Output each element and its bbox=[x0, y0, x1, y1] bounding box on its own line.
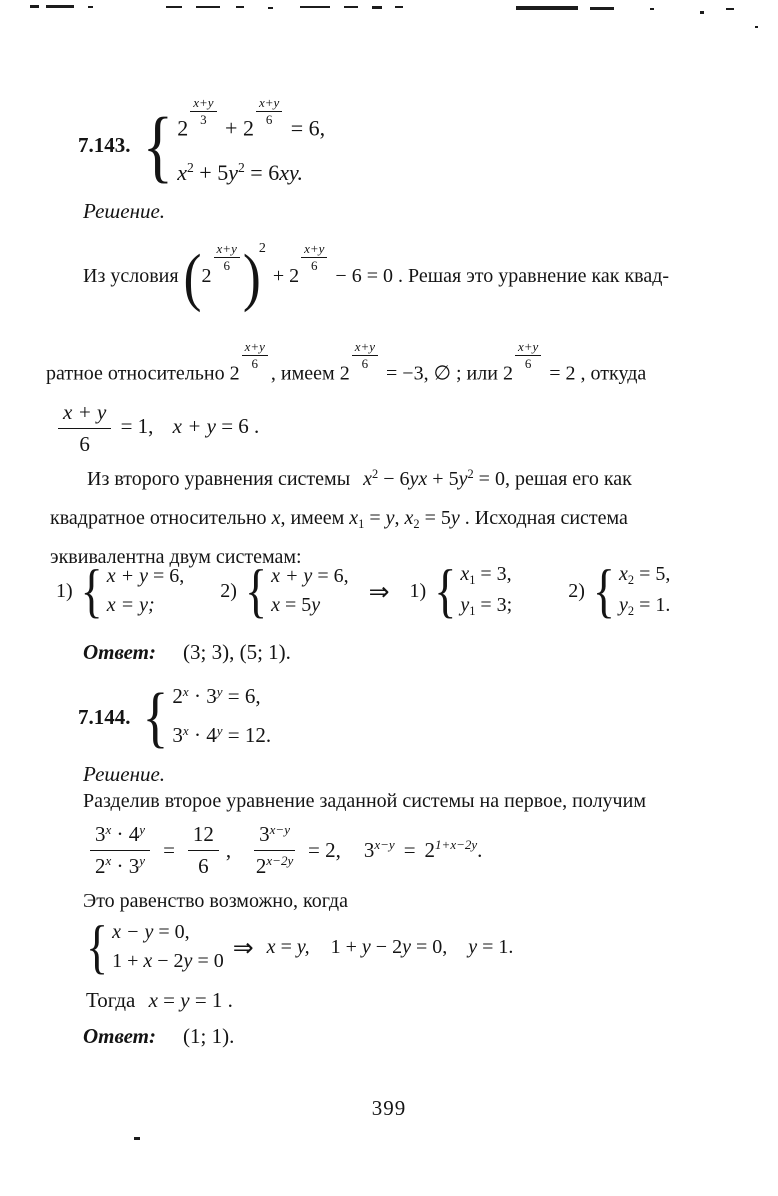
math-run: = 2, bbox=[308, 837, 341, 862]
equation bbox=[112, 947, 224, 976]
answer-label: Ответ: bbox=[83, 640, 156, 664]
exp-numerator: x+y bbox=[352, 340, 378, 356]
operator: + bbox=[225, 115, 238, 141]
power-expression bbox=[289, 234, 330, 318]
scan-artifact bbox=[166, 6, 182, 8]
variable-expression: x + y bbox=[172, 414, 216, 438]
variable: y bbox=[361, 935, 371, 958]
term: 1 + bbox=[330, 935, 357, 958]
subscript: 2 bbox=[627, 603, 635, 618]
exponent: x bbox=[182, 683, 189, 699]
equation-rhs: = 6, bbox=[290, 115, 326, 141]
scan-artifact bbox=[30, 5, 39, 8]
exp-denominator: 6 bbox=[251, 355, 259, 371]
exponent: x bbox=[105, 853, 112, 869]
fraction-denominator: 6 bbox=[198, 853, 209, 878]
math-base: 2 bbox=[502, 362, 513, 385]
power-expression bbox=[364, 838, 395, 863]
exponent: x bbox=[105, 822, 112, 838]
text-run: Тогда bbox=[86, 988, 136, 1012]
equation-rhs: = 1 bbox=[482, 935, 509, 958]
scan-artifact bbox=[300, 6, 330, 8]
exponent: x−y bbox=[374, 837, 395, 853]
variable: x bbox=[271, 594, 280, 616]
equation bbox=[271, 591, 349, 620]
solution-paragraph bbox=[50, 461, 632, 576]
math-base: 3 bbox=[172, 723, 183, 747]
system-number: 1) bbox=[56, 579, 73, 602]
scan-artifact bbox=[268, 7, 273, 9]
exp-denominator: 6 bbox=[265, 111, 273, 127]
exponent: y bbox=[216, 683, 223, 699]
exp-numerator: x+y bbox=[214, 242, 240, 258]
variable: x bbox=[460, 563, 470, 585]
math-run: = 1, bbox=[120, 414, 154, 438]
term: − 2 bbox=[157, 950, 184, 972]
power-expression bbox=[425, 838, 483, 863]
variable: x bbox=[363, 468, 373, 490]
equation-rhs: = 1. bbox=[639, 594, 671, 616]
exponent: x−y bbox=[269, 822, 290, 838]
exponent-fraction bbox=[214, 242, 240, 272]
fraction-line bbox=[86, 818, 482, 882]
exponent-fraction bbox=[515, 340, 541, 370]
equation-rhs: = y; bbox=[120, 594, 155, 616]
right-paren: ) bbox=[242, 241, 261, 314]
scan-artifact bbox=[395, 6, 403, 8]
system-equations bbox=[619, 560, 670, 622]
math-base: 4 bbox=[128, 822, 140, 847]
variable: x bbox=[106, 594, 116, 616]
system-brace: { bbox=[86, 913, 109, 980]
condition-system bbox=[86, 913, 224, 980]
solution-label: Решение. bbox=[83, 199, 166, 223]
system-equations bbox=[271, 562, 349, 620]
condition-text: Это равенство возможно, когда bbox=[83, 890, 348, 912]
punctuation: . bbox=[508, 935, 514, 958]
variable: xy. bbox=[279, 159, 304, 185]
scan-artifact bbox=[236, 6, 244, 8]
variable: y bbox=[180, 988, 190, 1012]
exp-numerator: x+y bbox=[256, 96, 282, 112]
variable: x bbox=[266, 935, 276, 958]
equation-rhs: = 3; bbox=[480, 594, 513, 616]
text-run: , имеем bbox=[270, 362, 335, 385]
text-run: , имеем bbox=[280, 507, 345, 529]
exp-numerator: x+y bbox=[301, 242, 327, 258]
answer-value: (3; 3), (5; 1). bbox=[183, 640, 291, 664]
answer-label: Ответ: bbox=[83, 1024, 156, 1048]
variable: x bbox=[143, 950, 153, 972]
punctuation: . bbox=[477, 837, 483, 862]
math-base: 2 bbox=[424, 837, 436, 862]
exponent: y bbox=[216, 722, 223, 738]
operator: = bbox=[369, 507, 381, 529]
equation bbox=[112, 918, 224, 947]
display-fraction bbox=[90, 821, 150, 879]
scan-artifact bbox=[196, 6, 220, 8]
math-base: 2 bbox=[289, 265, 300, 287]
equation bbox=[271, 562, 349, 591]
solution-line-3 bbox=[54, 398, 259, 457]
scan-artifact bbox=[700, 11, 704, 14]
math-base: 3 bbox=[95, 822, 106, 847]
solution-label: Решение. bbox=[83, 762, 166, 786]
consequence-3 bbox=[468, 936, 513, 959]
subscript: 1 bbox=[358, 516, 365, 531]
power-expression bbox=[202, 234, 243, 318]
variable: x bbox=[148, 988, 158, 1012]
variable: x bbox=[619, 563, 628, 585]
system-equations bbox=[460, 560, 512, 622]
term: + 5 bbox=[199, 159, 229, 185]
equation-rhs: = 12. bbox=[227, 723, 272, 747]
exp-denominator: 6 bbox=[524, 355, 532, 371]
equation-rhs: = 0, bbox=[415, 935, 448, 958]
math-base: 2 bbox=[339, 362, 350, 385]
solution-intro: Разделив второе уравнение заданной системы на первое, получим bbox=[83, 790, 646, 812]
punctuation: , bbox=[394, 507, 400, 529]
text-run: Из второго уравнения системы bbox=[87, 468, 351, 490]
text-run: . Исходная система bbox=[464, 507, 628, 529]
variable: y bbox=[468, 935, 478, 958]
operator: = bbox=[403, 837, 416, 862]
power-expression bbox=[230, 340, 271, 405]
page-number: 399 bbox=[371, 1096, 407, 1120]
text-run: квадратное относительно bbox=[50, 507, 267, 529]
exp-numerator: x+y bbox=[242, 340, 268, 356]
system-brace: { bbox=[80, 557, 103, 624]
problem-7144 bbox=[78, 678, 271, 756]
equation bbox=[107, 562, 185, 591]
equation-rhs: = 5, bbox=[639, 563, 671, 585]
subscript: 1 bbox=[469, 572, 476, 587]
variable: y bbox=[450, 507, 460, 529]
text-run: Решая это уравнение как квад- bbox=[407, 265, 670, 287]
power-expression bbox=[503, 340, 544, 405]
equation-rhs: = 6, bbox=[227, 684, 261, 708]
multiplication-dot: · bbox=[193, 684, 201, 708]
operator: = bbox=[163, 988, 175, 1012]
math-base: 2 bbox=[95, 853, 106, 878]
variable: yx bbox=[409, 468, 428, 490]
equation-rhs: = 6, bbox=[153, 565, 185, 587]
multiplication-dot: · bbox=[116, 822, 124, 847]
power-expression bbox=[340, 340, 381, 405]
text-run: , решая его как bbox=[504, 468, 632, 490]
term: − 6 bbox=[383, 468, 410, 490]
problem-number: 7.143. bbox=[78, 133, 131, 158]
term: + 5 bbox=[432, 468, 459, 490]
equation bbox=[460, 560, 512, 591]
variable: x bbox=[404, 507, 414, 529]
scan-artifact bbox=[372, 6, 382, 9]
math-run: = 1 . bbox=[194, 988, 233, 1012]
mini-system-3 bbox=[409, 557, 513, 624]
display-fraction bbox=[58, 399, 111, 457]
exponent-fraction bbox=[352, 340, 378, 370]
paragraph-line-1 bbox=[50, 461, 632, 500]
subscript: 2 bbox=[413, 516, 420, 531]
scan-artifact bbox=[516, 6, 578, 10]
fraction-denominator: 6 bbox=[79, 431, 90, 456]
answer-7144 bbox=[83, 1024, 234, 1049]
mini-system-4 bbox=[568, 557, 671, 624]
exponent-fraction bbox=[256, 96, 282, 126]
variable: x bbox=[271, 507, 281, 529]
system-number: 1) bbox=[409, 579, 427, 602]
consequence-2 bbox=[331, 936, 448, 959]
implies-arrow: ⇒ bbox=[368, 576, 390, 606]
mini-system-2 bbox=[220, 557, 349, 624]
math-base: 3 bbox=[363, 837, 375, 862]
fraction-denominator bbox=[254, 851, 295, 879]
equation-1 bbox=[172, 678, 271, 717]
operator: = bbox=[280, 935, 292, 958]
variable: y bbox=[402, 935, 411, 958]
scan-artifact bbox=[755, 26, 758, 28]
scan-artifact bbox=[46, 5, 74, 8]
operator: = bbox=[163, 837, 175, 862]
equation-rhs: = 6, bbox=[317, 565, 349, 587]
conclusion-line bbox=[86, 988, 233, 1013]
math-base: 3 bbox=[128, 853, 140, 878]
math-base: 2 bbox=[201, 265, 212, 287]
system-brace: { bbox=[142, 100, 174, 190]
system-brace: { bbox=[244, 557, 268, 624]
fraction-numerator bbox=[254, 821, 295, 850]
exponent: y bbox=[139, 853, 146, 869]
fraction-numerator bbox=[90, 821, 150, 850]
term: − 2 bbox=[375, 935, 403, 958]
multiplication-dot: · bbox=[193, 723, 201, 747]
exponent: y bbox=[139, 822, 146, 838]
exp-numerator: x+y bbox=[190, 96, 216, 112]
problem-7143 bbox=[78, 96, 325, 196]
display-fraction bbox=[254, 821, 295, 879]
variable: y bbox=[458, 468, 468, 490]
math-base: 3 bbox=[206, 684, 217, 708]
math-run: − 6 = 0 . bbox=[335, 265, 403, 287]
exp-denominator: 6 bbox=[361, 355, 369, 371]
exponent: x−2y bbox=[266, 853, 294, 869]
scan-artifact bbox=[344, 6, 358, 8]
variable: y bbox=[228, 159, 238, 185]
variable: y bbox=[311, 594, 321, 616]
equation bbox=[460, 591, 512, 622]
variable: y bbox=[183, 950, 193, 972]
text-run: эквивалентна двум системам: bbox=[50, 546, 302, 568]
scan-artifact bbox=[726, 8, 734, 10]
equation-1 bbox=[177, 96, 325, 153]
variable: y bbox=[460, 594, 470, 616]
exponent: 1+x−2y bbox=[435, 837, 478, 853]
term: 1 + bbox=[112, 950, 139, 972]
scan-artifact bbox=[590, 7, 614, 10]
subscript: 2 bbox=[627, 572, 635, 587]
problem-number: 7.144. bbox=[78, 704, 131, 729]
answer-7143 bbox=[83, 640, 291, 665]
math-run: = −3, ∅ ; или bbox=[386, 362, 498, 385]
text-run: ратное относительно bbox=[46, 362, 225, 385]
variable-expression: x + y bbox=[106, 565, 149, 587]
equation bbox=[619, 560, 670, 591]
solution-line-2 bbox=[46, 340, 646, 405]
term: = 5 bbox=[424, 507, 451, 529]
system-brace: { bbox=[434, 557, 457, 624]
fraction-numerator: 12 bbox=[188, 821, 219, 850]
equation bbox=[619, 591, 670, 622]
system-brace: { bbox=[592, 557, 616, 624]
system-brace: { bbox=[142, 679, 169, 755]
math-base: 2 bbox=[229, 362, 240, 385]
equation bbox=[107, 591, 185, 620]
equation-2 bbox=[172, 717, 271, 756]
variable: y, bbox=[296, 935, 310, 958]
variable: x bbox=[177, 159, 187, 185]
term: = 6 bbox=[250, 159, 280, 185]
math-base: 3 bbox=[259, 822, 270, 847]
exponent-fraction bbox=[301, 242, 327, 272]
paragraph-line-2 bbox=[50, 500, 632, 539]
system-equations bbox=[107, 562, 185, 620]
system-equations bbox=[177, 96, 325, 196]
exponent-fraction bbox=[190, 96, 216, 126]
condition-system-row bbox=[86, 914, 513, 980]
implies-arrow: ⇒ bbox=[232, 932, 254, 962]
exponent-fraction bbox=[242, 340, 268, 370]
equation-rhs: = 0, bbox=[158, 921, 190, 943]
fraction-denominator bbox=[90, 851, 150, 879]
subscript: 1 bbox=[469, 603, 476, 618]
solution-line-1 bbox=[83, 234, 669, 321]
system-equations bbox=[112, 918, 224, 976]
variable-expression: x + y bbox=[271, 565, 313, 587]
math-base: 2 bbox=[172, 684, 183, 708]
variable: y bbox=[619, 594, 628, 616]
systems-row bbox=[56, 557, 671, 624]
exponent: 2 bbox=[186, 160, 194, 176]
text-run: Из условия bbox=[83, 265, 179, 287]
answer-value: (1; 1). bbox=[183, 1024, 235, 1048]
exp-numerator: x+y bbox=[515, 340, 541, 356]
left-paren: ( bbox=[183, 241, 202, 314]
scan-artifact bbox=[650, 8, 654, 10]
scan-artifact bbox=[134, 1137, 140, 1140]
equation-rhs: = 0 bbox=[197, 950, 224, 972]
mini-system-1 bbox=[56, 557, 185, 624]
math-base: 2 bbox=[255, 853, 267, 878]
term: = 5 bbox=[284, 594, 312, 616]
punctuation: , bbox=[225, 837, 232, 862]
display-fraction bbox=[188, 821, 219, 879]
math-base: 2 bbox=[242, 115, 254, 141]
math-base: 2 bbox=[177, 115, 189, 141]
exp-denominator: 6 bbox=[223, 258, 230, 273]
consequence-1 bbox=[267, 936, 310, 959]
multiplication-dot: · bbox=[116, 853, 124, 878]
term: = 0 bbox=[478, 468, 505, 490]
exp-denominator: 6 bbox=[311, 258, 318, 273]
text-run: = 2 , откуда bbox=[549, 362, 647, 385]
exponent: x bbox=[182, 722, 189, 738]
variable: y bbox=[385, 507, 395, 529]
exponent: 2 bbox=[372, 467, 379, 482]
variable-expression: x − y bbox=[112, 921, 154, 943]
variable: x bbox=[349, 507, 359, 529]
exp-denominator: 3 bbox=[200, 111, 207, 127]
scan-artifact bbox=[88, 6, 93, 8]
exponent: 2 bbox=[467, 467, 474, 482]
math-base: 4 bbox=[206, 723, 217, 747]
fraction-numerator: x + y bbox=[58, 399, 111, 428]
system-equations bbox=[172, 678, 271, 756]
equation-rhs: = 3, bbox=[480, 563, 512, 585]
system-number: 2) bbox=[568, 579, 585, 602]
math-run: = 6 . bbox=[221, 414, 260, 438]
exponent: 2 bbox=[237, 160, 245, 176]
equation-2 bbox=[177, 153, 325, 196]
system-number: 2) bbox=[220, 579, 237, 602]
outer-exponent: 2 bbox=[258, 241, 266, 256]
operator: + bbox=[272, 265, 285, 287]
